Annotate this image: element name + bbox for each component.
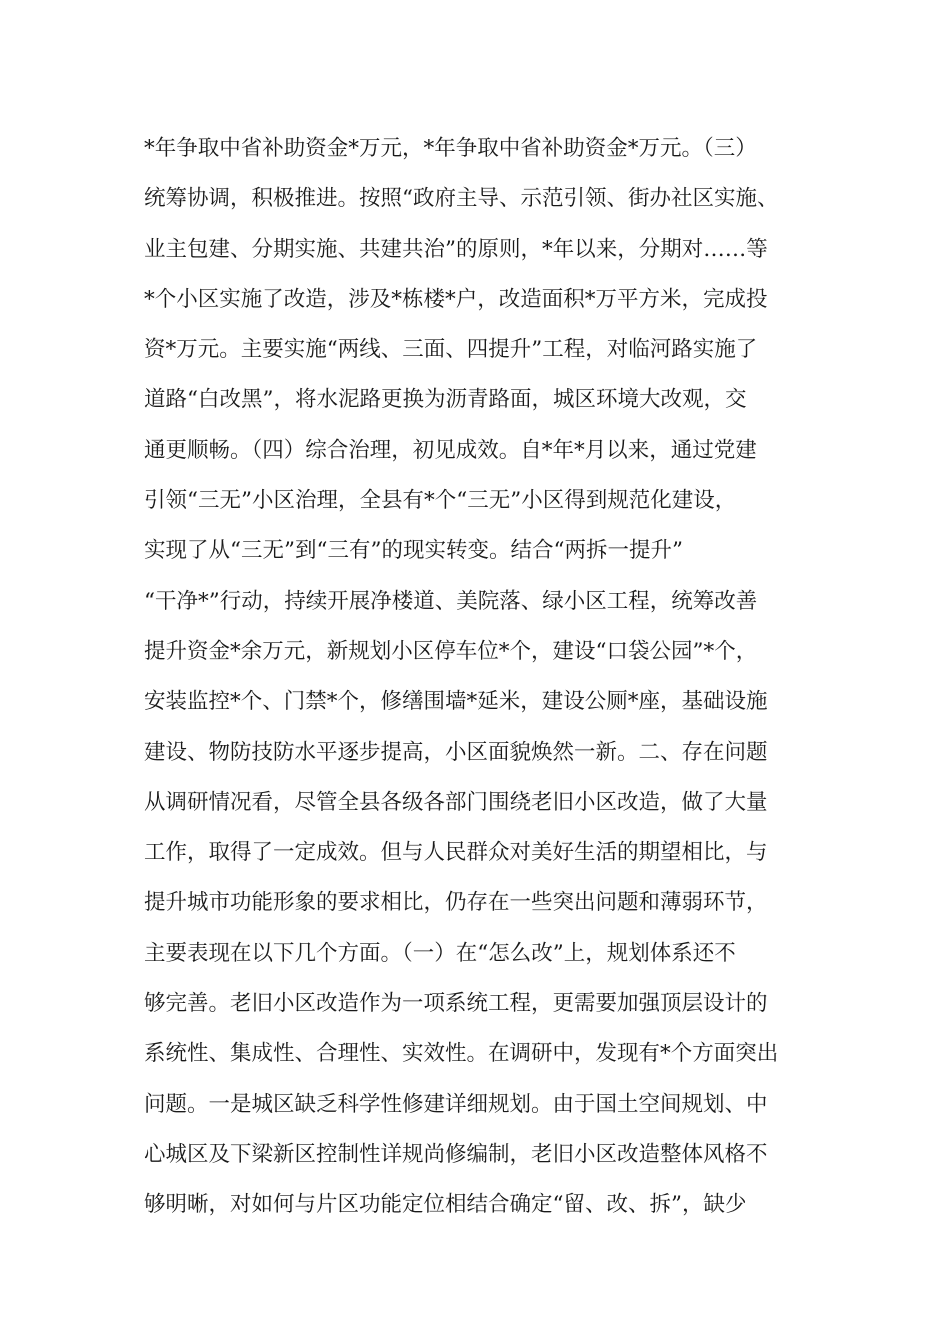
text-line: 业主包建、分期实施、共建共治”的原则，*年以来，分期对……等 [144,236,768,262]
text-line: 够完善。老旧小区改造作为一项系统工程，更需要加强顶层设计的 [144,991,768,1017]
text-line: *年争取中省补助资金*万元，*年争取中省补助资金*万元。（三） [144,136,757,161]
text-line: 安装监控*个、门禁*个，修缮围墙*延米，建设公厕*座，基础设施 [144,689,768,715]
text-line: 实现了从“三无”到“三有”的现实转变。结合“两拆一提升” [144,538,683,564]
text-line: *个小区实施了改造，涉及*栋楼*户，改造面积*万平方米，完成投 [144,286,768,312]
text-line: 资*万元。主要实施“两线、三面、四提升”工程，对临河路实施了 [144,337,758,363]
text-line: 工作，取得了一定成效。但与人民群众对美好生活的期望相比，与 [144,840,768,866]
text-line: 够明晰，对如何与片区功能定位相结合确定“留、改、拆”，缺少 [144,1192,747,1218]
text-line: 问题。一是城区缺乏科学性修建详细规划。由于国土空间规划、中 [144,1091,768,1117]
text-line: 系统性、集成性、合理性、实效性。在调研中，发现有*个方面突出 [144,1041,779,1067]
text-line: 通更顺畅。（四）综合治理，初见成效。自*年*月以来，通过党建 [144,437,757,463]
text-line: 提升城市功能形象的要求相比，仍存在一些突出问题和薄弱环节， [144,890,768,916]
text-line: “干净*”行动，持续开展净楼道、美院落、绿小区工程，统筹改善 [144,588,758,614]
body-text [144,124,844,1231]
text-line: 建设、物防技防水平逐步提高，小区面貌焕然一新。二、存在问题 [144,739,768,765]
text-line: 提升资金*余万元，新规划小区停车位*个，建设“口袋公园”*个， [144,638,758,664]
text-line: 心城区及下梁新区控制性详规尚修编制，老旧小区改造整体风格不 [144,1141,768,1167]
text-line: 主要表现在以下几个方面。（一）在“怎么改”上，规划体系还不 [144,940,736,966]
text-line: 从调研情况看，尽管全县各级各部门围绕老旧小区改造，做了大量 [144,789,768,815]
text-line: 引领“三无”小区治理，全县有*个“三无”小区得到规范化建设， [144,488,737,514]
text-line: 统筹协调，积极推进。按照“政府主导、示范引领、街办社区实施、 [144,186,779,212]
text-line: 道路“白改黑”，将水泥路更换为沥青路面，城区环境大改观，交 [144,387,747,413]
